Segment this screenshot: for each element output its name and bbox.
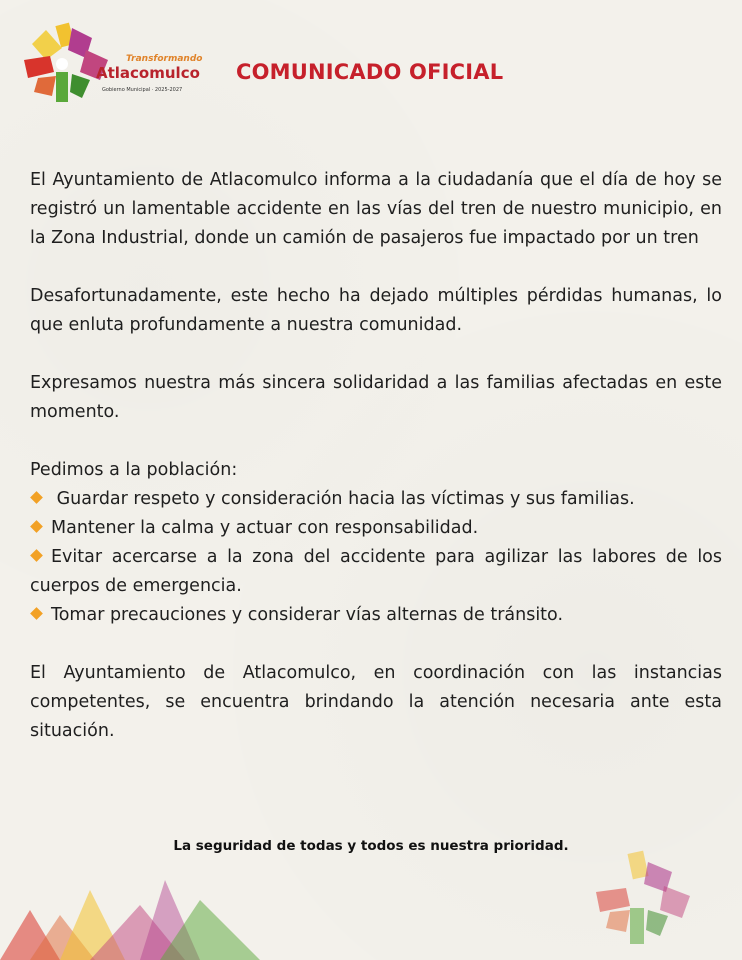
list-item-text: Mantener la calma y actuar con responsabilidad. [51, 518, 479, 538]
decorative-logo-icon [590, 848, 700, 948]
requests-intro: Pedimos a la población: [30, 460, 238, 480]
list-item [30, 543, 722, 601]
atlacomulco-logo-icon [16, 20, 116, 106]
decorative-triangles-icon [0, 880, 270, 960]
diamond-bullet-icon [30, 491, 43, 504]
paragraph-2: Desafortunadamente, este hecho ha dejado múltiples pérdidas humanas, lo que enluta profundamente a nuestra comunidad. [30, 286, 722, 335]
list-item-text: Tomar precauciones y considerar vías alternas de tránsito. [51, 605, 564, 625]
logo-wordmark: Atlacomulco [96, 64, 200, 82]
list-item [30, 485, 722, 514]
page-title: COMUNICADO OFICIAL [236, 60, 504, 84]
paragraph-3: Expresamos nuestra más sincera solidaridad a las familias afectadas en este momento. [30, 373, 722, 422]
requests-list [30, 456, 722, 630]
diamond-bullet-icon [30, 607, 43, 620]
list-item [30, 601, 722, 630]
paragraph-1: El Ayuntamiento de Atlacomulco informa a la ciudadanía que el día de hoy se registró un lamentable accidente en las vías del tren de nuestro municipio, en la Zona Industrial, donde un camión de pasajeros fue impactado por un tren [30, 170, 722, 248]
statement-body [30, 166, 722, 746]
list-item [30, 514, 722, 543]
closing-statement: La seguridad de todas y todos es nuestra prioridad. [173, 838, 569, 854]
diamond-bullet-icon [30, 549, 43, 562]
list-item-text: Evitar acercarse a la zona del accidente para agilizar las labores de los cuerpos de emergencia. [30, 547, 722, 596]
list-item-text: Guardar respeto y consideración hacia las víctimas y sus familias. [51, 489, 635, 509]
logo-tagline: Transformando [126, 54, 203, 64]
logo-subtitle: Gobierno Municipal · 2025-2027 [102, 87, 183, 93]
paragraph-5: El Ayuntamiento de Atlacomulco, en coordinación con las instancias competentes, se encuentra brindando la atención necesaria ante esta situación. [30, 663, 722, 741]
diamond-bullet-icon [30, 520, 43, 533]
